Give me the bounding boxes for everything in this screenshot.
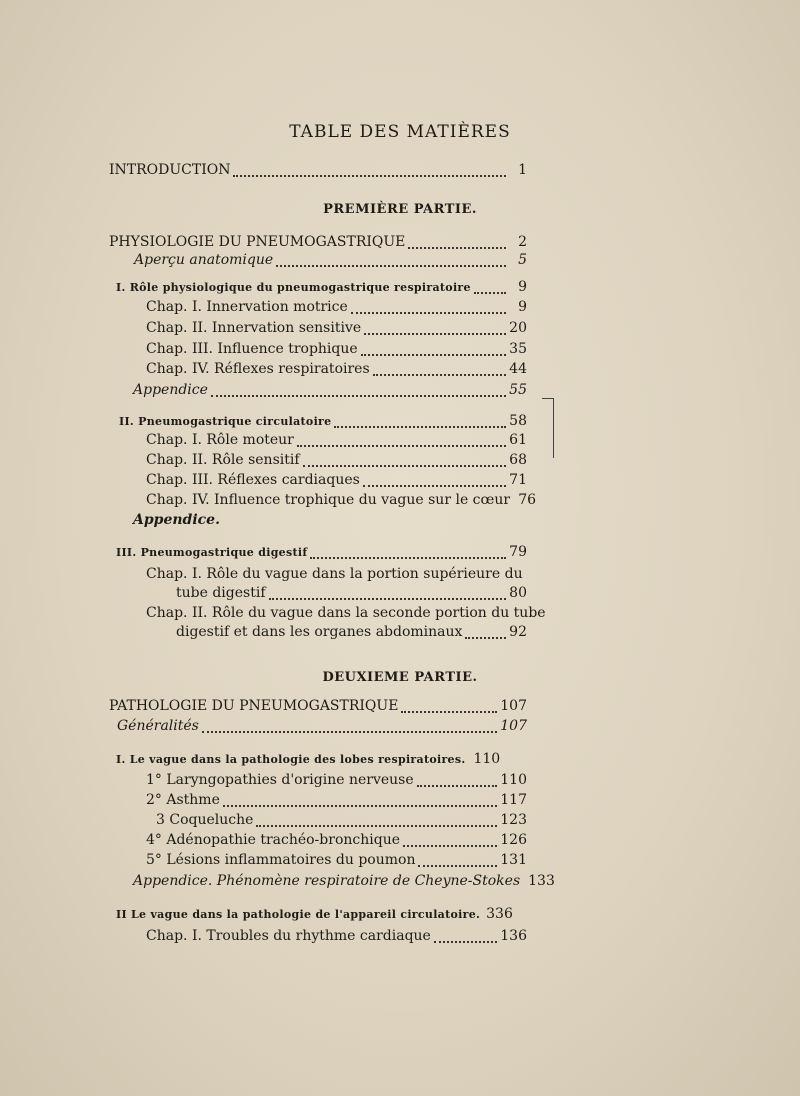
leader-dots <box>223 805 497 807</box>
toc-label: 1° Laryngopathies d'origine nerveuse <box>146 772 414 788</box>
toc-label: Chap. II. Innervation sensitive <box>146 320 362 336</box>
toc-page: 126 <box>500 832 527 848</box>
toc-page: 92 <box>509 624 527 640</box>
toc-page: 110 <box>500 772 527 788</box>
toc-label: III. Pneumogastrique digestif <box>116 546 308 559</box>
toc-entry-section-1 <box>116 751 527 771</box>
toc-entry-section-2 <box>119 413 527 433</box>
margin-bracket <box>553 398 556 458</box>
leader-dots <box>403 845 497 847</box>
toc-entry-chapter <box>146 852 527 872</box>
leader-dots <box>363 485 506 487</box>
toc-entry-chapter <box>146 452 527 472</box>
toc-entry-chapter <box>146 928 527 948</box>
toc-label: 2° Asthme <box>146 792 220 808</box>
toc-entry-chapter <box>156 812 527 832</box>
leader-dots <box>364 333 506 335</box>
toc-entry-chapter <box>146 832 527 852</box>
toc-page: 71 <box>509 472 527 488</box>
toc-entry-generalites <box>117 718 527 738</box>
leader-dots <box>297 445 506 447</box>
toc-page: 2 <box>518 234 527 250</box>
toc-page: 133 <box>528 873 555 889</box>
toc-label: Chap. II. Rôle du vague dans la seconde portion du tube <box>146 605 546 621</box>
toc-page: 80 <box>509 585 527 601</box>
toc-label: Chap. IV. Influence trophique du vague sur le cœur <box>146 492 511 508</box>
toc-entry-chapter <box>146 320 527 340</box>
part-heading-1: PREMIÈRE PARTIE. <box>323 202 477 217</box>
leader-dots <box>418 865 497 867</box>
toc-label: Chap. III. Réflexes cardiaques <box>146 472 360 488</box>
toc-entry-section-2 <box>116 906 527 926</box>
leader-dots <box>211 395 506 397</box>
leader-dots <box>202 731 497 733</box>
toc-page: 110 <box>473 751 501 767</box>
toc-label: Chap. III. Influence trophique <box>146 341 358 357</box>
leader-dots <box>303 465 506 467</box>
toc-page: 76 <box>518 492 537 508</box>
leader-dots <box>465 637 506 639</box>
toc-page: 107 <box>500 718 527 734</box>
toc-label: 3 Coqueluche <box>156 812 254 828</box>
toc-page: 35 <box>509 341 527 357</box>
toc-page: 136 <box>500 928 527 944</box>
leader-dots <box>233 175 506 177</box>
toc-entry-appendice <box>133 873 555 893</box>
toc-entry-apercu <box>134 252 527 272</box>
page-title: TABLE DES MATIÈRES <box>289 122 511 142</box>
toc-label: 4° Adénopathie trachéo-bronchique <box>146 832 400 848</box>
toc-label: Généralités <box>117 718 199 734</box>
toc-page: 336 <box>486 906 513 922</box>
leader-dots <box>334 426 506 428</box>
toc-label: II Le vague dans la pathologie de l'appareil circulatoire. <box>116 908 481 921</box>
leader-dots <box>256 825 497 827</box>
toc-page: 20 <box>509 320 527 336</box>
toc-label: Chap. I. Rôle du vague dans la portion supérieure du <box>146 566 523 582</box>
toc-label: PATHOLOGIE DU PNEUMOGASTRIQUE <box>109 698 399 714</box>
toc-label: 5° Lésions inflammatoires du poumon <box>146 852 416 868</box>
toc-page: 5 <box>518 252 527 268</box>
toc-entry-appendice <box>133 382 527 402</box>
toc-label: PHYSIOLOGIE DU PNEUMOGASTRIQUE <box>109 234 406 250</box>
toc-entry-section-1 <box>116 279 527 299</box>
toc-entry-section-3 <box>116 544 527 564</box>
toc-page: 79 <box>509 544 527 560</box>
part-heading-2: DEUXIEME PARTIE. <box>322 670 478 685</box>
leader-dots <box>401 711 497 713</box>
toc-page: 131 <box>500 852 527 868</box>
leader-dots <box>408 247 506 249</box>
toc-label: Chap. I. Rôle moteur <box>146 432 294 448</box>
leader-dots <box>351 312 506 314</box>
leader-dots <box>361 354 506 356</box>
toc-page: 123 <box>500 812 527 828</box>
toc-entry-chapter <box>146 566 527 586</box>
toc-page: 107 <box>500 698 527 714</box>
toc-page: 9 <box>518 299 527 315</box>
toc-label: I. Rôle physiologique du pneumogastrique respiratoire <box>116 281 471 294</box>
toc-entry-chapter <box>146 605 546 625</box>
toc-label: Aperçu anatomique <box>134 252 274 268</box>
toc-entry-chapter-cont <box>176 585 527 605</box>
toc-page: 55 <box>509 382 527 398</box>
toc-label: II. Pneumogastrique circulatoire <box>119 415 332 428</box>
toc-label: Appendice. Phénomène respiratoire de Cheyne-Stokes <box>133 873 521 889</box>
leader-dots <box>434 941 497 943</box>
toc-page: 61 <box>509 432 527 448</box>
toc-entry-introduction <box>109 162 527 182</box>
toc-entry-chapter <box>146 472 527 492</box>
toc-page: 68 <box>509 452 527 468</box>
leader-dots <box>474 292 506 294</box>
leader-dots <box>276 265 506 267</box>
leader-dots <box>269 598 507 600</box>
toc-label: Chap. II. Rôle sensitif <box>146 452 300 468</box>
toc-page: 1 <box>518 162 527 178</box>
toc-entry-pathologie <box>109 698 527 718</box>
leader-dots <box>373 374 506 376</box>
toc-page: 9 <box>518 279 527 295</box>
leader-dots <box>417 785 498 787</box>
toc-label: Appendice <box>133 382 208 398</box>
toc-entry-chapter <box>146 792 527 812</box>
toc-entry-chapter-cont <box>176 624 527 644</box>
toc-entry-appendice <box>133 512 333 532</box>
toc-label: Chap. I. Troubles du rhythme cardiaque <box>146 928 431 944</box>
toc-entry-chapter <box>146 772 527 792</box>
toc-label: Appendice. <box>133 512 220 528</box>
toc-entry-chapter <box>146 341 527 361</box>
toc-entry-chapter <box>146 299 527 319</box>
toc-label: tube digestif <box>176 585 266 601</box>
toc-page: 117 <box>500 792 527 808</box>
toc-entry-chapter <box>146 492 537 512</box>
toc-label: Chap. IV. Réflexes respiratoires <box>146 361 370 377</box>
toc-entry-chapter <box>146 432 527 452</box>
toc-label: Chap. I. Innervation motrice <box>146 299 348 315</box>
toc-entry-chapter <box>146 361 527 381</box>
toc-page: 44 <box>509 361 527 377</box>
toc-label: INTRODUCTION <box>109 162 231 178</box>
leader-dots <box>310 557 506 559</box>
toc-page: 58 <box>509 413 527 429</box>
toc-entry-physiologie <box>109 234 527 254</box>
toc-label: I. Le vague dans la pathologie des lobes respiratoires. <box>116 753 466 766</box>
toc-label: digestif et dans les organes abdominaux <box>176 624 463 640</box>
